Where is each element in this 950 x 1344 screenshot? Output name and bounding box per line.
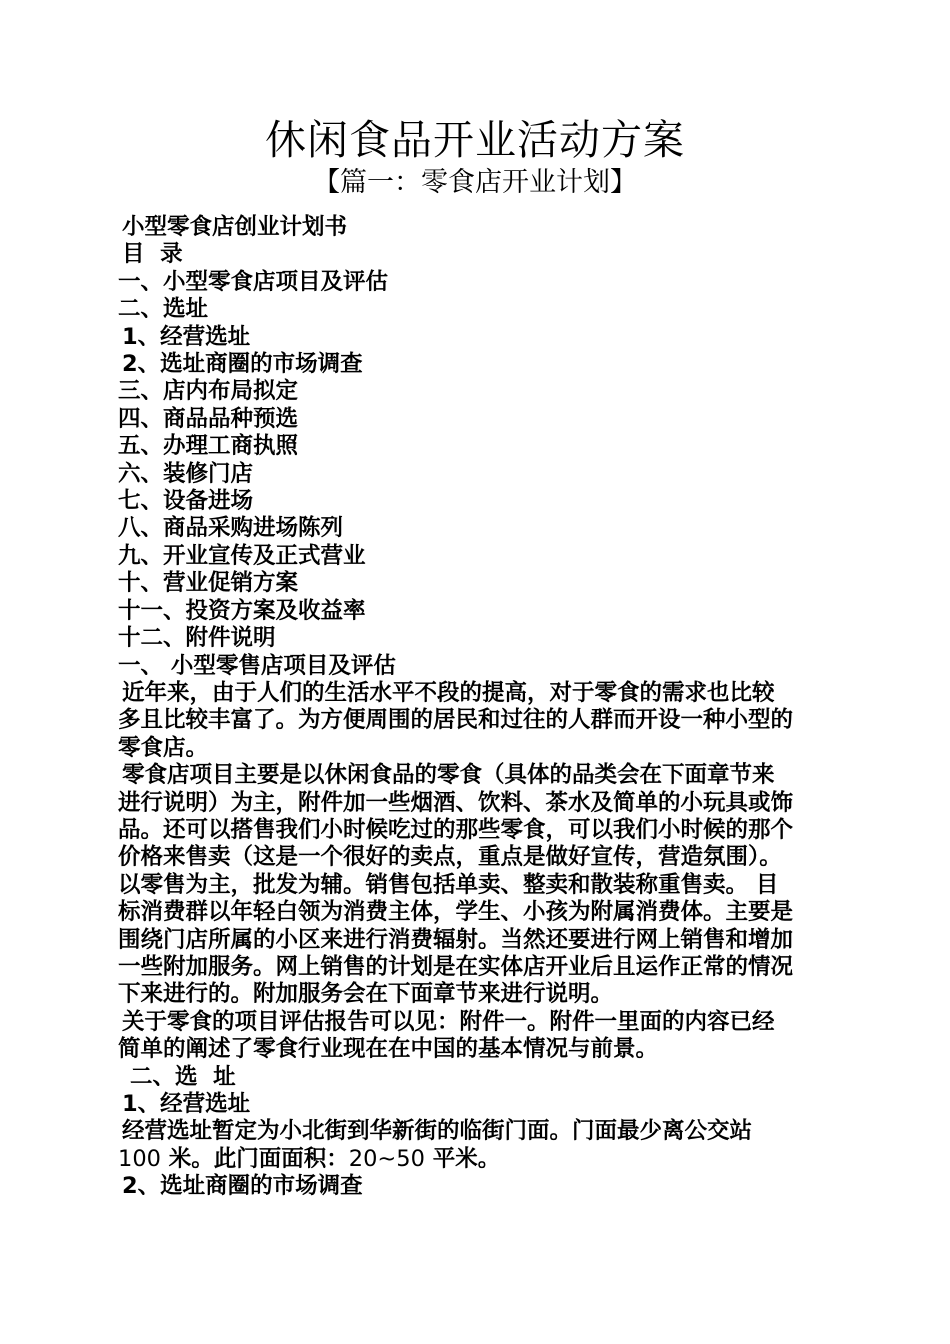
subsection-heading: 1、经营选址 xyxy=(122,1091,251,1117)
toc-item: 二、选址 xyxy=(118,296,209,323)
toc-item: 十、营业促销方案 xyxy=(118,570,299,597)
paragraph-line: 关于零食的项目评估报告可以见：附件一。附件一里面的内容已经 xyxy=(122,1008,775,1035)
toc-item: 2、选址商圈的市场调查 xyxy=(122,351,363,378)
paragraph-line: 品。还可以搭售我们小时候吃过的那些零食，可以我们小时候的那个 xyxy=(118,816,794,843)
toc-item: 三、店内布局拟定 xyxy=(118,378,299,405)
toc-item: 一、小型零食店项目及评估 xyxy=(118,268,389,295)
paragraph-text: 米。此门面面积： xyxy=(160,1145,349,1172)
paragraph-line: 围绕门店所属的小区来进行消费辐射。当然还要进行网上销售和增加 xyxy=(118,926,794,953)
paragraph-line: 经营选址暂定为小北街到华新街的临街门面。门面最少离公交站 xyxy=(122,1118,753,1145)
paragraph-text: 平米。 xyxy=(424,1145,501,1172)
toc-item: 1、经营选址 xyxy=(122,323,251,350)
paragraph-line: 标消费群以年轻白领为消费主体，学生、小孩为附属消费体。主要是 xyxy=(118,899,794,926)
paragraph-line xyxy=(118,1146,842,1173)
document-subtitle: 【篇一：零食店开业计划】 xyxy=(313,167,637,198)
toc-item: 六、装修门店 xyxy=(118,460,254,487)
paragraph-line: 价格来售卖（这是一个很好的卖点，重点是做好宣传，营造氛围）。 xyxy=(118,844,782,871)
toc-item: 七、设备进场 xyxy=(118,488,254,515)
paragraph-line: 一些附加服务。网上销售的计划是在实体店开业后且运作正常的情况 xyxy=(118,953,794,980)
area-value: 20~50 xyxy=(348,1145,425,1172)
toc-item: 五、办理工商执照 xyxy=(118,433,299,460)
paragraph-line: 多且比较丰富了。为方便周围的居民和过往的人群而开设一种小型的 xyxy=(118,707,794,734)
paragraph-line: 以零售为主，批发为辅。销售包括单卖、整卖和散装称重售卖。 目 xyxy=(118,871,779,898)
toc-item: 九、开业宣传及正式营业 xyxy=(118,542,366,569)
section-heading: 二、选 址 xyxy=(130,1063,236,1090)
toc-item: 十二、附件说明 xyxy=(118,625,276,652)
section-heading: 一、 小型零售店项目及评估 xyxy=(118,652,396,679)
toc-item: 四、商品品种预选 xyxy=(118,405,299,432)
subsection-heading: 2、选址商圈的市场调查 xyxy=(122,1173,363,1200)
document-title: 休闲食品开业活动方案 xyxy=(265,116,685,164)
paragraph-line: 零食店项目主要是以休闲食品的零食（具体的品类会在下面章节来 xyxy=(122,762,775,789)
document-body xyxy=(118,214,842,1201)
paragraph-line: 进行说明）为主，附件加一些烟酒、饮料、茶水及简单的小玩具或饰 xyxy=(118,789,794,816)
toc-item: 八、商品采购进场陈列 xyxy=(118,515,344,542)
toc-label: 目 录 xyxy=(122,241,183,268)
toc-item: 十一、投资方案及收益率 xyxy=(118,597,366,624)
paragraph-line: 下来进行的。附加服务会在下面章节来进行说明。 xyxy=(118,981,614,1008)
paragraph-line: 简单的阐述了零食行业现在在中国的基本情况与前景。 xyxy=(118,1036,659,1063)
paragraph-line: 零食店。 xyxy=(118,734,209,761)
plan-heading: 小型零食店创业计划书 xyxy=(122,214,348,240)
distance-value: 100 xyxy=(118,1145,161,1172)
paragraph-line: 近年来，由于人们的生活水平不段的提高，对于零食的需求也比较 xyxy=(122,679,775,706)
